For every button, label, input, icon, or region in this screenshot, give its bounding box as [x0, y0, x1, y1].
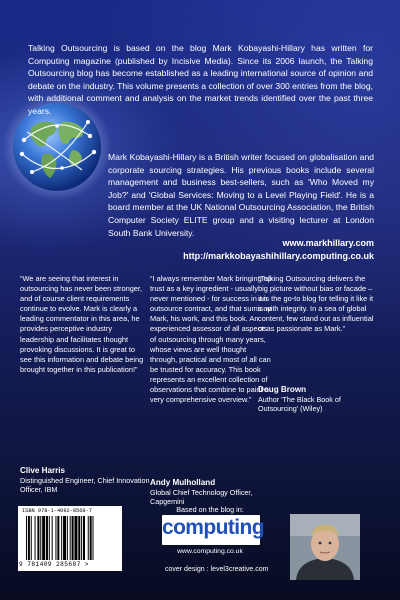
testimonial-quote: “I always remember Mark bringing up trust as a key ingredient - usually never mentioned - for success in an outsource contract, and that sums up Mark, his work, and this book. An experienced assessor of all aspects of outsourcing through many years, whose views are well thought through, practical and most of all can be trusted for accuracy. This book represents an excellent collection of observations that combine to paint a very comprehensive overview.”	[150, 274, 272, 405]
testimonial-quote: “Talking Outsourcing delivers the big picture without bias or facade – it is the go-to blog for telling it like it is with integrity. In a sea of global content, few stand out as influential or as passionate as Mark.”	[258, 274, 374, 334]
barcode-bar	[40, 516, 41, 560]
barcode-bar	[61, 516, 62, 560]
testimonial-author	[20, 466, 150, 495]
barcode-bar	[57, 516, 59, 560]
url-block	[183, 237, 374, 262]
barcode-bar	[28, 516, 30, 560]
author-role: Author 'The Black Book of Outsourcing' (Wiley)	[258, 394, 341, 414]
barcode-bar	[55, 516, 56, 560]
barcode-bar	[72, 516, 74, 560]
barcode-bar	[63, 516, 66, 560]
barcode-bar	[83, 516, 85, 560]
barcode-bar	[42, 516, 45, 560]
author-name: Andy Mulholland	[150, 478, 216, 487]
computing-url[interactable]: www.computing.co.uk	[177, 548, 243, 555]
barcode-bar	[37, 516, 39, 560]
author-role: Global Chief Technology Officer, Capgemini	[150, 487, 253, 507]
barcode-bar	[31, 516, 32, 560]
computing-logo	[162, 515, 264, 545]
barcode-bars	[26, 516, 118, 560]
website-url[interactable]: www.markhillary.com	[282, 238, 374, 248]
based-on-label: Based on the blog in:	[176, 505, 244, 514]
testimonial-author	[150, 478, 270, 507]
barcode-bar	[93, 516, 94, 560]
barcode-bar	[81, 516, 82, 560]
blog-url[interactable]: http://markkobayashihillary.computing.co.uk	[183, 250, 374, 261]
isbn-label: ISBN 978-1-4092-8568-7	[22, 508, 92, 514]
intro-paragraph: Talking Outsourcing is based on the blog Mark Kobayashi-Hillary has written for Computing magazine (published by Incisive Media). Since its 2006 launch, the Talking Outsourcing blog has become established as a leading international source of opinion and debate on the industry. This volume presents a collection of over 300 entries from the blog, with additional comment and analysis on the market trends identified over the past three years.	[28, 43, 373, 116]
barcode-bar	[70, 516, 71, 560]
author-role: Distinguished Engineer, Chief Innovation Officer, IBM	[20, 475, 150, 495]
author-name: Clive Harris	[20, 466, 65, 475]
barcode-bar	[78, 516, 80, 560]
author-bio: Mark Kobayashi-Hillary is a British writer focused on globalisation and corporate sourcing strategies. His previous books include several management and business best-sellers, such as 'Who Moved my Job?' and 'Global Services: Moving to a Level Playing Field'. He is a board member at the UK National Outsourcing Association, the British Computer Society ELITE group and a visiting lecturer at London South Bank University.	[108, 152, 374, 238]
testimonial-author	[258, 385, 378, 414]
author-name: Doug Brown	[258, 385, 307, 394]
barcode-bar	[67, 516, 68, 560]
barcode-bar	[26, 516, 27, 560]
barcode-bar	[88, 516, 89, 560]
barcode	[18, 506, 122, 571]
cover-design-credit: cover design : level3creative.com	[165, 566, 269, 573]
barcode-bar	[35, 516, 36, 560]
author-photo	[290, 514, 360, 580]
barcode-bar	[46, 516, 48, 560]
barcode-bar	[74, 516, 77, 560]
isbn-number: 9 781409 285687 >	[19, 561, 89, 568]
testimonial-quote: “We are seeing that interest in outsourcing has never been stronger, and of course client requirements continue to evolve. Mark is clearly a leading commentator in this area, he provides perceptive industry leadership and facilitates thought provoking discussions. It is great to see this information and debate being brought together in this publication!”	[20, 274, 144, 374]
barcode-bar	[49, 516, 50, 560]
barcode-bar	[90, 516, 92, 560]
computing-logo-text: computing	[162, 516, 264, 539]
barcode-bar	[52, 516, 53, 560]
